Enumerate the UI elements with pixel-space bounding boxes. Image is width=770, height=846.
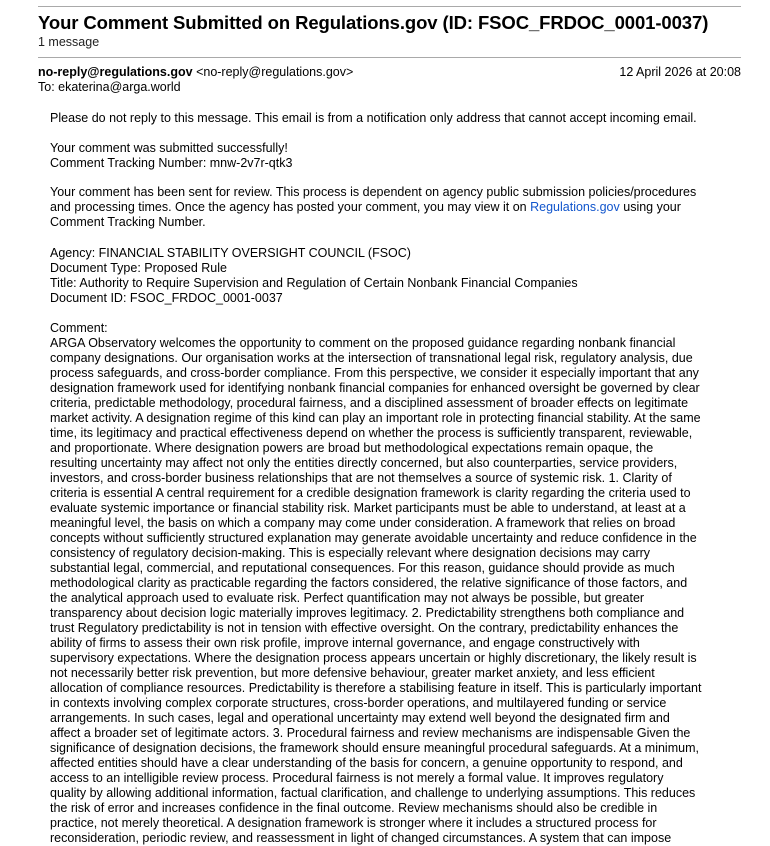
review-text: and processing times. Once the agency has posted your comment, you may view it on xyxy=(50,200,531,214)
comment-line: time, its legitimacy and practical effectiveness depend on whether the process is sufficiently transparent, reviewable, xyxy=(50,425,693,440)
comment-line: concepts without sufficiently structured explanation may generate avoidable uncertainty and reduce confidence in the xyxy=(50,530,697,545)
comment-label: Comment: xyxy=(50,320,108,335)
review-text-line: Comment Tracking Number. xyxy=(50,215,206,229)
review-text: using your xyxy=(619,200,681,214)
comment-line: designation framework used for identifying nonbank financial companies for enhanced oversight be governed by clear xyxy=(50,380,700,395)
comment-line: supervisory expectations. Where the designation process appears uncertain or highly discretionary, the likely result is xyxy=(50,650,697,665)
document-title: Title: Authority to Require Supervision and Regulation of Certain Nonbank Financial Companies xyxy=(50,276,578,290)
recipient: To: ekaterina@arga.world xyxy=(38,80,181,94)
comment-line: investors, and cross-border business relationships that are not themselves a source of systemic risk. 1. Clarity of xyxy=(50,470,672,485)
comment-line: quality by allowing additional information, factual clarification, and challenge to underlying assumptions. This reduces xyxy=(50,785,696,800)
comment-line: criteria is essential A central requirement for a credible designation framework is clarity regarding the criteria used to xyxy=(50,485,691,500)
comment-line: process safeguards, and cross-border compliance. From this perspective, we consider it especially important that any xyxy=(50,365,699,380)
email-date: 12 April 2026 at 20:08 xyxy=(619,65,741,79)
sender-address: <no-reply@regulations.gov> xyxy=(196,65,354,79)
comment-line: affected entities should have a clear understanding of the basis for concern, a genuine opportunity to respond, and xyxy=(50,755,683,770)
email-subject: Your Comment Submitted on Regulations.gov (ID: FSOC_FRDOC_0001-0037) xyxy=(38,12,709,33)
comment-line: evaluate systemic importance or financial stability risk. Market participants must be able to understand, at least at a xyxy=(50,500,686,515)
comment-line: the analytical approach used to evaluate risk. Perfect quantification may not always be possible, but greater xyxy=(50,590,645,605)
success-text: Your comment was submitted successfully! xyxy=(50,140,288,155)
comment-line: reconsideration, periodic review, and reassessment in light of changed circumstances. A system that can impose xyxy=(50,830,672,845)
agency: Agency: FINANCIAL STABILITY OVERSIGHT COUNCIL (FSOC) xyxy=(50,246,411,260)
comment-line: significance of designation decisions, the framework should ensure meaningful procedural safeguards. At a minimum, xyxy=(50,740,699,755)
comment-line: arrangements. In such cases, legal and operational uncertainty may extend well beyond the designated firm and xyxy=(50,710,670,725)
comment-line: market activity. A designation regime of this kind can play an important role in protecting financial stability. At the same xyxy=(50,410,701,425)
comment-line: in contexts involving complex corporate structures, cross-border operations, and multilayered funding or service xyxy=(50,695,667,710)
comment-line: and proportionate. Where designation powers are broad but methodological expectations remain opaque, the xyxy=(50,440,654,455)
review-text-line: Your comment has been sent for review. This process is dependent on agency public submission policies/procedures xyxy=(50,185,697,199)
comment-line: substantial legal, commercial, and reputational consequences. For this reason, guidance should provide as much xyxy=(50,560,675,575)
message-count: 1 message xyxy=(38,35,100,49)
sender[interactable] xyxy=(38,65,353,79)
comment-line: not necessarily better risk prevention, but more defensive behaviour, greater market anxiety, and less efficient xyxy=(50,665,655,680)
regulations-gov-link[interactable]: Regulations.gov xyxy=(530,200,620,214)
comment-line: ARGA Observatory welcomes the opportunity to comment on the proposed guidance regarding nonbank financial xyxy=(50,335,676,350)
tracking-number: Comment Tracking Number: mnw-2v7r-qtk3 xyxy=(50,155,293,170)
comment-line: criteria, predictable methodology, procedural fairness, and a disciplined assessment of broader effects on legitimate xyxy=(50,395,689,410)
comment-line: affect a broader set of legitimate actors. 3. Procedural fairness and review mechanisms are indispensable Given the xyxy=(50,725,691,740)
sender-name[interactable]: no-reply@regulations.gov xyxy=(38,65,193,79)
top-divider xyxy=(38,6,741,7)
notice-text: Please do not reply to this message. This email is from a notification only address that cannot accept incoming email. xyxy=(50,111,697,125)
comment-text xyxy=(50,336,755,846)
document-id: Document ID: FSOC_FRDOC_0001-0037 xyxy=(50,291,283,305)
comment-line: ability of firms to assess their own risk profile, improve internal governance, and engage constructively with xyxy=(50,635,640,650)
comment-line: practice, not merely theoretical. A designation framework is stronger where it includes a structured process for xyxy=(50,815,657,830)
email-body xyxy=(50,111,755,846)
comment-line: trust Regulatory predictability is not in tension with effective oversight. On the contrary, predictability enhances the xyxy=(50,620,679,635)
comment-line: resulting uncertainty may affect not only the entities directly concerned, but also counterparties, service providers, xyxy=(50,455,678,470)
comment-line: methodological clarity as practicable regarding the factors considered, the relative significance of those factors, and xyxy=(50,575,688,590)
comment-line: transparency about decision logic materially improves legitimacy. 2. Predictability strengthens both compliance and xyxy=(50,605,685,620)
document-type: Document Type: Proposed Rule xyxy=(50,261,227,275)
comment-line: access to an intelligible review process. Procedural fairness is not merely a formal value. It improves regulatory xyxy=(50,770,664,785)
review-text-line xyxy=(50,200,755,215)
header-divider xyxy=(38,57,741,58)
comment-line: meaningful level, the basis on which a company may come under consideration. A framework that relies on broad xyxy=(50,515,676,530)
comment-line: consistency of regulatory decision-making. This is especially relevant where designation decisions may carry xyxy=(50,545,651,560)
comment-line: allocation of compliance resources. Predictability is therefore a stabilising feature in itself. This is particularly important xyxy=(50,680,702,695)
comment-line: the risk of error and increases confidence in the final outcome. Review mechanisms should also be credible in xyxy=(50,800,658,815)
comment-line: company designations. Our organisation works at the intersection of transnational legal risk, regulatory analysis, due xyxy=(50,350,693,365)
